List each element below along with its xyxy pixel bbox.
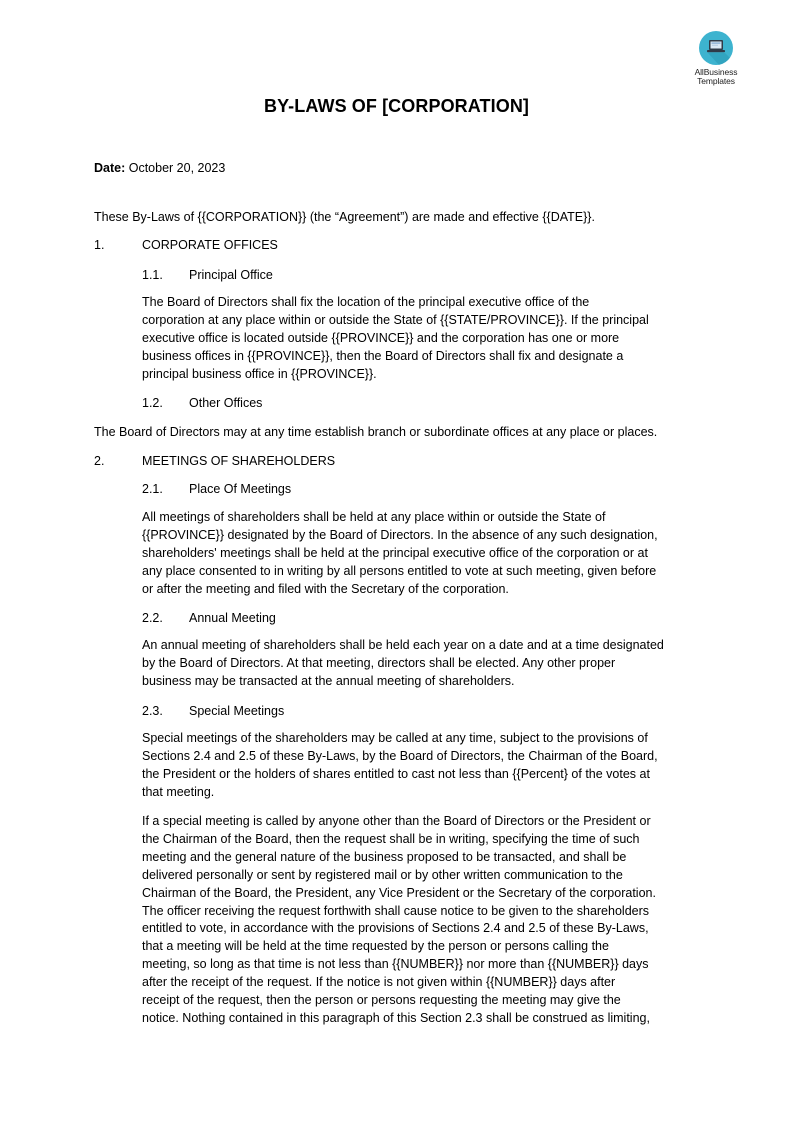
logo-line-2: Templates bbox=[697, 76, 735, 86]
text-line: entitled to vote, in accordance with the provisions of Sections 2.4 and 2.5 of these By-Laws, bbox=[142, 921, 649, 936]
subsection-2-3-heading: Special Meetings bbox=[189, 704, 285, 718]
text-line: any place consented to in writing by all persons entitled to vote at such meeting, given before bbox=[142, 563, 657, 578]
allbusiness-templates-logo bbox=[680, 31, 752, 86]
logo-text bbox=[680, 68, 752, 86]
section-2-heading: MEETINGS OF SHAREHOLDERS bbox=[142, 454, 336, 468]
intro-paragraph: These By-Laws of {{CORPORATION}} (the “Agreement”) are made and effective {{DATE}}. bbox=[94, 210, 595, 224]
date-line bbox=[94, 159, 225, 177]
section-2-number: 2. bbox=[94, 454, 105, 468]
document-title: BY-LAWS OF [CORPORATION] bbox=[263, 96, 530, 116]
text-line: business may be transacted at the annual meeting of shareholders. bbox=[142, 673, 515, 688]
text-line: meeting, so long as that time is not less than {{NUMBER}} nor more than {{NUMBER}} days bbox=[142, 957, 649, 972]
text-line: business offices in {{PROVINCE}}, then the Board of Directors shall fix and designate a bbox=[142, 348, 624, 363]
text-line: An annual meeting of shareholders shall be held each year on a date and at a time designated bbox=[142, 638, 664, 652]
section-1-heading: CORPORATE OFFICES bbox=[142, 238, 278, 252]
annual-meeting-paragraph bbox=[142, 637, 702, 691]
text-line: after the receipt of the request. If the notice is not given within {{NUMBER}} days after bbox=[142, 975, 616, 990]
section-1-number: 1. bbox=[94, 238, 105, 252]
text-line: meeting and the general nature of the business proposed to be transacted, and shall be bbox=[142, 849, 627, 864]
subsection-2-3-number: 2.3. bbox=[142, 704, 163, 718]
text-line: The officer receiving the request forthwith shall cause notice to be given to the shareholders bbox=[142, 903, 650, 918]
text-line: notice. Nothing contained in this paragraph of this Section 2.3 shall be construed as limiting, bbox=[142, 1010, 650, 1025]
date-label: Date: bbox=[94, 161, 126, 175]
text-line: that meeting. bbox=[142, 784, 215, 799]
special-meetings-paragraph-1 bbox=[142, 730, 702, 802]
text-line: that a meeting will be held at the time requested by the person or persons calling the bbox=[142, 939, 609, 954]
text-line: Chairman of the Board, the President, any Vice President or the Secretary of the corporation. bbox=[142, 885, 656, 900]
text-line: All meetings of shareholders shall be held at any place within or outside the State of bbox=[142, 510, 606, 524]
laptop-icon bbox=[699, 31, 733, 65]
text-line: the President or the holders of shares entitled to cast not less than {{Percent} of the votes at bbox=[142, 766, 650, 781]
text-line: executive office is located outside {{PROVINCE}} and the corporation has one or more bbox=[142, 330, 620, 345]
text-line: delivered personally or sent by registered mail or by other written communication to the bbox=[142, 867, 623, 882]
text-line: or after the meeting and filed with the Secretary of the corporation. bbox=[142, 581, 509, 596]
principal-office-paragraph bbox=[142, 294, 702, 384]
text-line: shareholders' meetings shall be held at the principal executive office of the corporation or at bbox=[142, 545, 648, 560]
text-line: principal business office in {{PROVINCE}}. bbox=[142, 366, 377, 381]
subsection-1-2-heading: Other Offices bbox=[189, 396, 263, 410]
other-offices-paragraph: The Board of Directors may at any time establish branch or subordinate offices at any place or places. bbox=[94, 425, 658, 439]
subsection-1-2-number: 1.2. bbox=[142, 396, 163, 410]
text-line: Special meetings of the shareholders may be called at any time, subject to the provisions of bbox=[142, 731, 648, 745]
subsection-2-1-heading: Place Of Meetings bbox=[189, 482, 292, 496]
text-line: The Board of Directors shall fix the location of the principal executive office of the bbox=[142, 295, 590, 309]
text-line: receipt of the request, then the person or persons requesting the meeting may give the bbox=[142, 993, 621, 1008]
text-line: corporation at any place within or outside the State of {{STATE/PROVINCE}}. If the principal bbox=[142, 312, 649, 327]
subsection-1-1-heading: Principal Office bbox=[189, 268, 273, 282]
subsection-2-1-number: 2.1. bbox=[142, 482, 163, 496]
text-line: If a special meeting is called by anyone other than the Board of Directors or the President or bbox=[142, 814, 651, 828]
text-line: Sections 2.4 and 2.5 of these By-Laws, by the Board of Directors, the Chairman of the Board, bbox=[142, 748, 658, 763]
subsection-1-1-number: 1.1. bbox=[142, 268, 163, 282]
special-meetings-paragraph-2 bbox=[142, 813, 702, 1028]
text-line: by the Board of Directors. At that meeting, directors shall be elected. Any other proper bbox=[142, 655, 616, 670]
logo-line-1: AllBusiness bbox=[694, 67, 738, 77]
subsection-2-2-heading: Annual Meeting bbox=[189, 611, 276, 625]
date-value: October 20, 2023 bbox=[125, 161, 226, 175]
text-line: the Chairman of the Board, then the request shall be in writing, specifying the time of such bbox=[142, 831, 640, 846]
place-of-meetings-paragraph bbox=[142, 509, 702, 599]
subsection-2-2-number: 2.2. bbox=[142, 611, 163, 625]
text-line: {{PROVINCE}} designated by the Board of Directors. In the absence of any such designation, bbox=[142, 527, 658, 542]
